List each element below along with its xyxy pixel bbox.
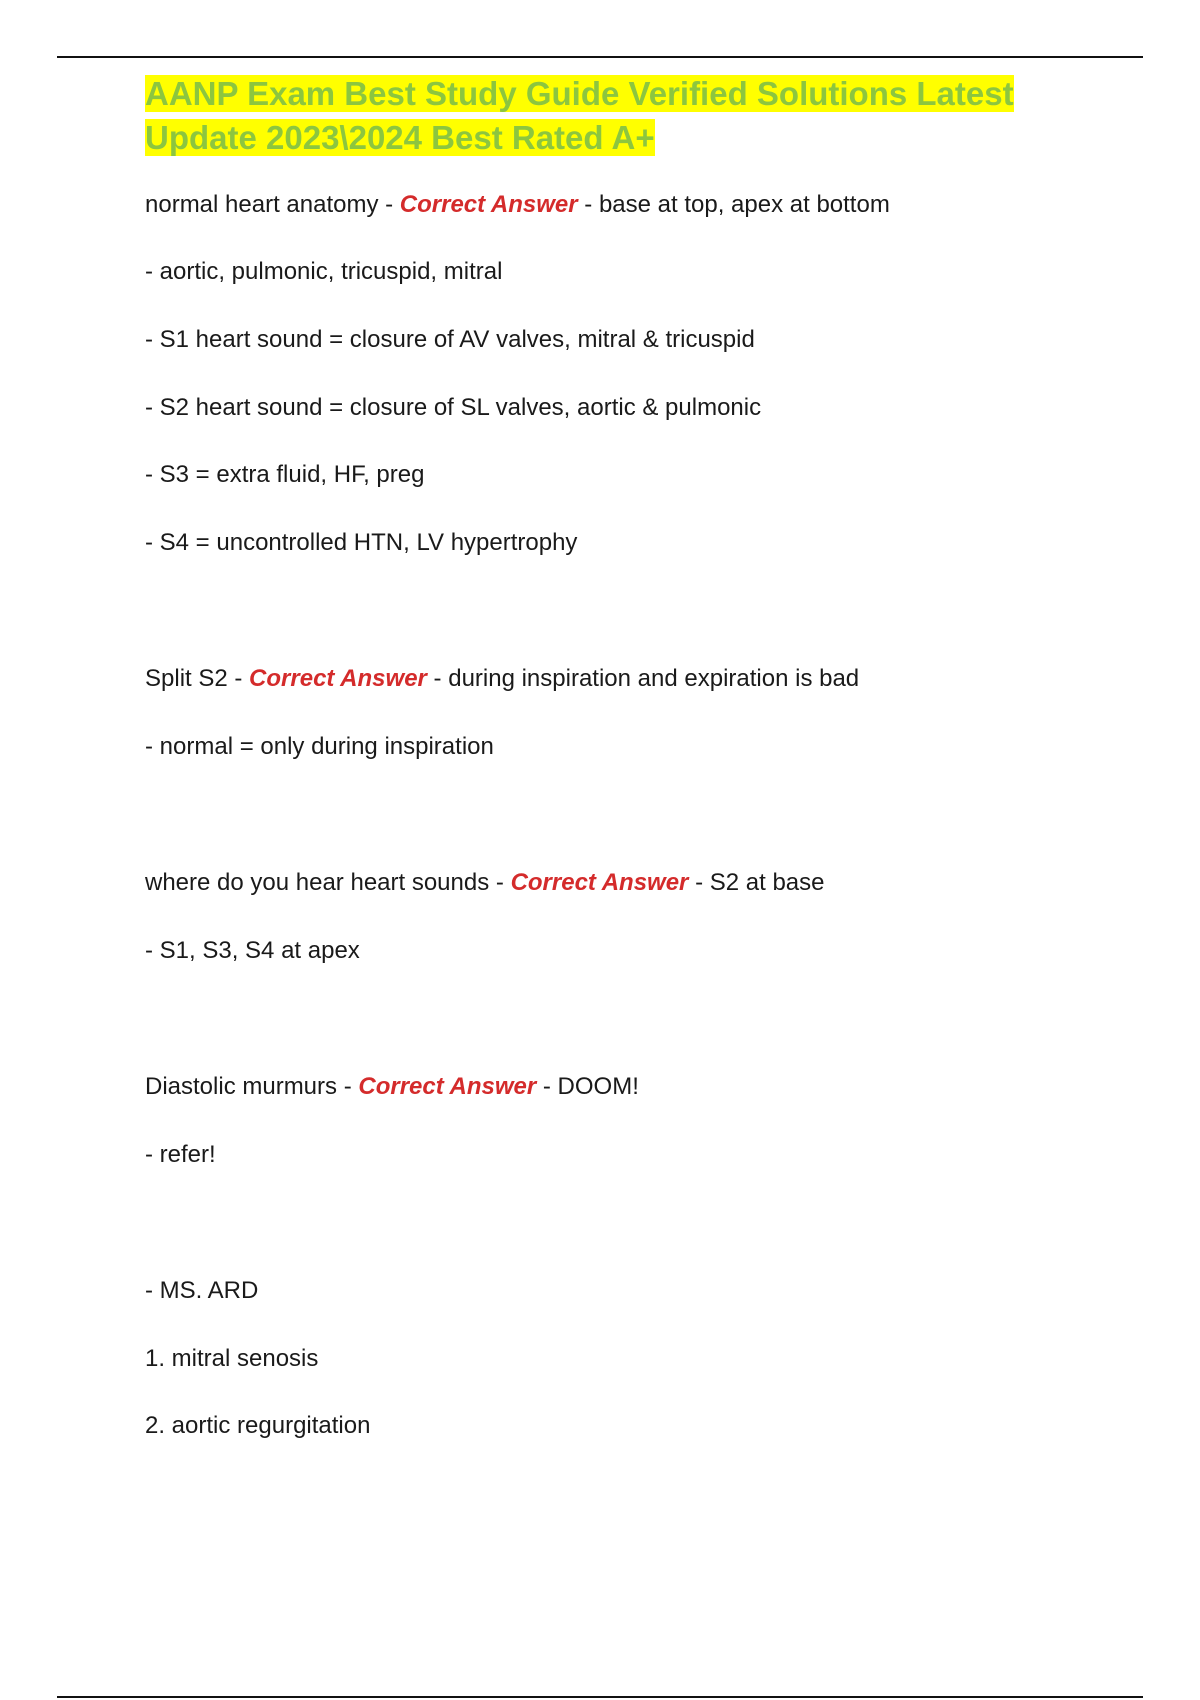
detail-line: - S1 heart sound = closure of AV valves, mitral & tricuspid bbox=[145, 326, 755, 353]
answer-3-text: - S2 at base bbox=[688, 869, 825, 896]
question-4 bbox=[145, 1072, 639, 1102]
detail-line: 1. mitral senosis bbox=[145, 1345, 319, 1372]
detail-line: - S3 = extra fluid, HF, preg bbox=[145, 461, 425, 488]
correct-answer-label: Correct Answer bbox=[510, 869, 689, 896]
document-body bbox=[145, 72, 1105, 1439]
question-1 bbox=[145, 190, 890, 220]
detail-line: - S4 = uncontrolled HTN, LV hypertrophy bbox=[145, 529, 578, 556]
answer-4-text: - DOOM! bbox=[536, 1073, 639, 1100]
detail-line: 2. aortic regurgitation bbox=[145, 1412, 371, 1439]
question-4-text: Diastolic murmurs - bbox=[145, 1073, 359, 1100]
detail-line: - refer! bbox=[145, 1141, 216, 1168]
question-3 bbox=[145, 868, 824, 898]
title-highlight: AANP Exam Best Study Guide Verified Solutions Latest Update 2023\2024 Best Rated A+ bbox=[145, 75, 1014, 156]
detail-line: - aortic, pulmonic, tricuspid, mitral bbox=[145, 258, 503, 285]
correct-answer-label: Correct Answer bbox=[249, 665, 427, 692]
document-title bbox=[145, 72, 1105, 160]
bottom-rule bbox=[57, 1696, 1143, 1698]
answer-1-text: - base at top, apex at bottom bbox=[577, 191, 890, 218]
detail-line: - S2 heart sound = closure of SL valves, aortic & pulmonic bbox=[145, 394, 762, 421]
answer-2-text: - during inspiration and expiration is bad bbox=[426, 665, 860, 692]
question-2 bbox=[145, 664, 859, 694]
correct-answer-label: Correct Answer bbox=[399, 191, 578, 218]
detail-line: - MS. ARD bbox=[145, 1277, 259, 1304]
question-2-text: Split S2 - bbox=[145, 665, 250, 692]
question-1-text: normal heart anatomy - bbox=[145, 191, 400, 218]
detail-line: - S1, S3, S4 at apex bbox=[145, 937, 360, 964]
question-3-text: where do you hear heart sounds - bbox=[145, 869, 511, 896]
correct-answer-label: Correct Answer bbox=[358, 1073, 537, 1100]
top-rule bbox=[57, 56, 1143, 58]
detail-line: - normal = only during inspiration bbox=[145, 733, 494, 760]
